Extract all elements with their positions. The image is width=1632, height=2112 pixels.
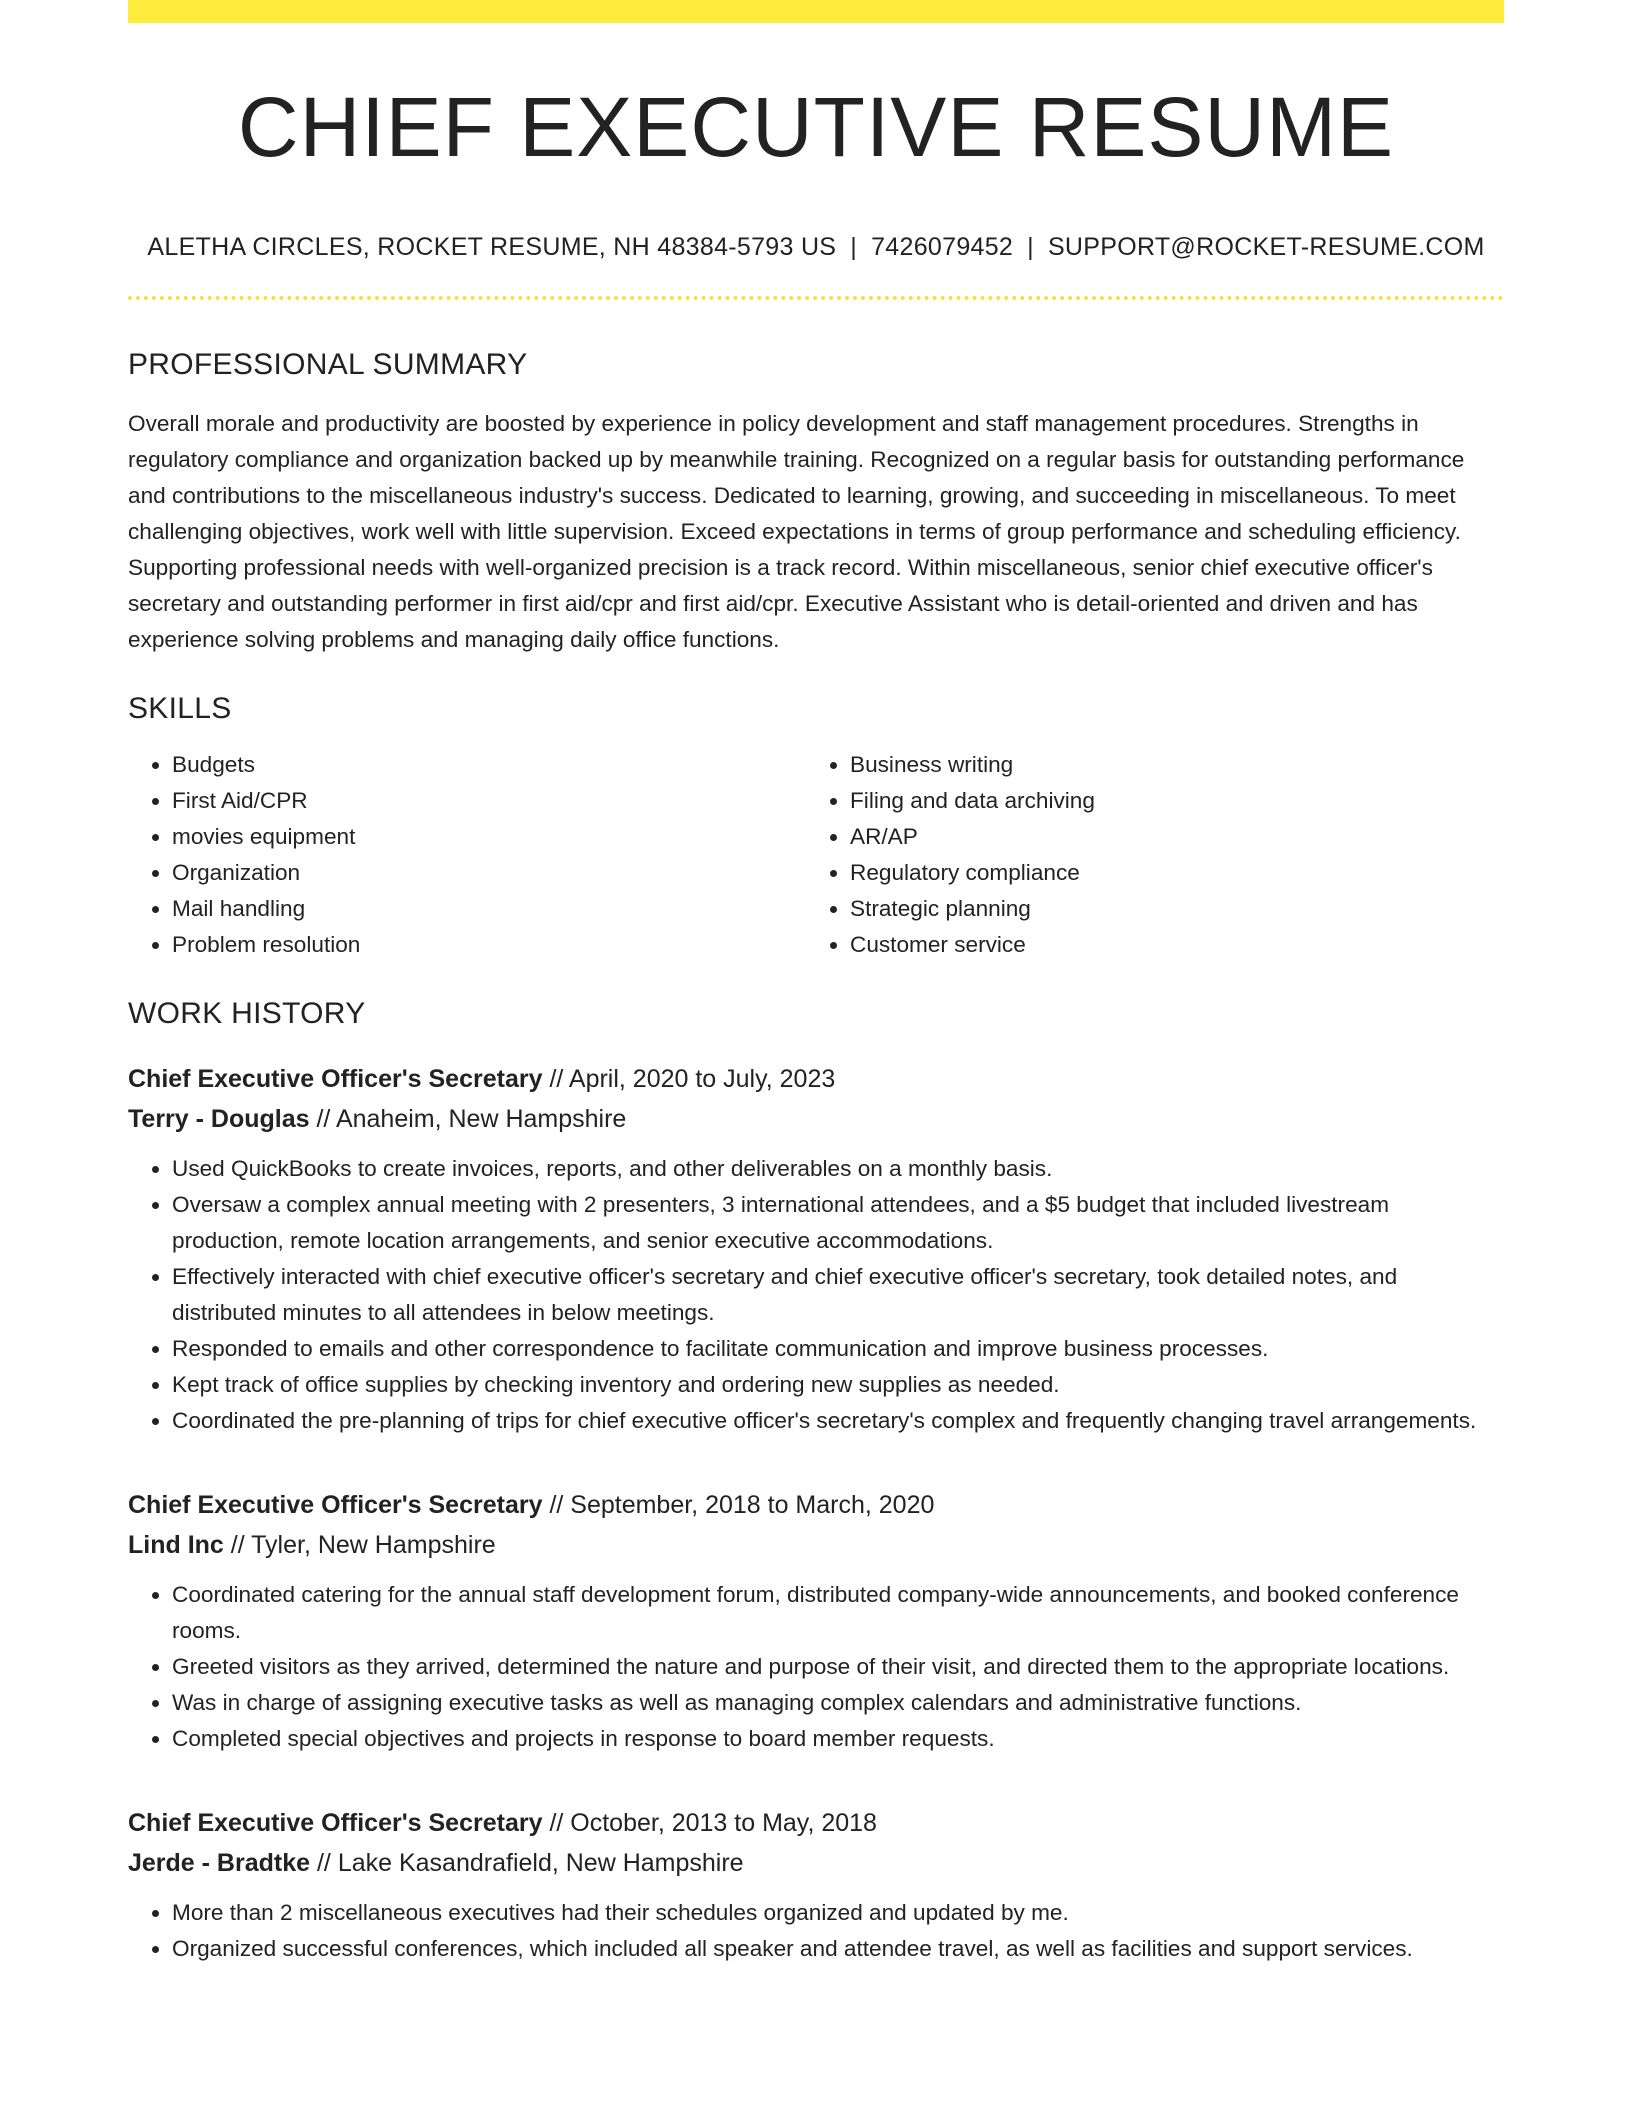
skills-list	[128, 747, 1504, 963]
skills-column-right	[806, 747, 1484, 963]
job-bullets	[128, 1577, 1504, 1757]
header-divider	[128, 296, 1504, 300]
job-location: // Anaheim, New Hampshire	[316, 1105, 627, 1133]
skill-item: • First Aid/CPR	[172, 783, 806, 819]
skill-item: • movies equipment	[172, 819, 806, 855]
resume-page	[128, 0, 1504, 1967]
job-bullet: • Effectively interacted with chief executive officer's secretary and chief executive officer's secretary, took detailed notes, and distributed minutes to all attendees in below meetings.	[172, 1259, 1504, 1331]
skill-item: • Organization	[172, 855, 806, 891]
job-title-line	[128, 1803, 1504, 1843]
skill-item: • Filing and data archiving	[850, 783, 1484, 819]
skill-item: • AR/AP	[850, 819, 1484, 855]
job-title-line	[128, 1059, 1504, 1099]
job-entry	[128, 1485, 1504, 1757]
job-title: Chief Executive Officer's Secretary	[128, 1809, 543, 1837]
job-dates: // October, 2013 to May, 2018	[549, 1809, 877, 1837]
job-title-line	[128, 1485, 1504, 1525]
job-location: // Lake Kasandrafield, New Hampshire	[316, 1849, 744, 1877]
skill-item: • Business writing	[850, 747, 1484, 783]
job-bullets	[128, 1151, 1504, 1439]
job-company: Lind Inc	[128, 1531, 224, 1559]
skill-item: • Mail handling	[172, 891, 806, 927]
resume-title: CHIEF EXECUTIVE RESUME	[237, 80, 1395, 174]
job-title: Chief Executive Officer's Secretary	[128, 1065, 543, 1093]
job-entry	[128, 1803, 1504, 1967]
job-bullet: • Oversaw a complex annual meeting with 2 presenters, 3 international attendees, and a $5 budget that included livestream production, remote location arrangements, and senior executive accommodations.	[172, 1187, 1504, 1259]
job-company: Jerde - Bradtke	[128, 1849, 311, 1877]
job-bullets	[128, 1895, 1504, 1967]
skill-item: • Budgets	[172, 747, 806, 783]
job-bullet: • Organized successful conferences, which included all speaker and attendee travel, as well as facilities and support services.	[172, 1931, 1504, 1967]
job-bullet: • Coordinated the pre-planning of trips for chief executive officer's secretary's complex and frequently changing travel arrangements.	[172, 1403, 1504, 1439]
job-dates: // April, 2020 to July, 2023	[549, 1065, 836, 1093]
summary-text: Overall morale and productivity are boosted by experience in policy development and staff management procedures. Strengths in regulatory compliance and organization backed up by meanwhile training. Recognized on a regular basis for outstanding performance and contributions to the miscellaneous industry's success. Dedicated to learning, growing, and succeeding in miscellaneous. To meet challenging objectives, work well with little supervision. Exceed expectations in terms of group performance and scheduling efficiency. Supporting professional needs with well-organized precision is a track record. Within miscellaneous, senior chief executive officer's secretary and outstanding performer in first aid/cpr and first aid/cpr. Executive Assistant who is detail-oriented and driven and has experience solving problems and managing daily office functions.	[128, 411, 1465, 652]
job-bullet: • More than 2 miscellaneous executives had their schedules organized and updated by me.	[172, 1895, 1504, 1931]
contact-address: ALETHA CIRCLES, ROCKET RESUME, NH 48384-5793 US	[147, 233, 837, 261]
job-company: Terry - Douglas	[128, 1105, 310, 1133]
skill-item: • Problem resolution	[172, 927, 806, 963]
skills-column-left	[128, 747, 806, 963]
job-company-line	[128, 1843, 1504, 1883]
job-location: // Tyler, New Hampshire	[230, 1531, 496, 1559]
job-bullet: • Responded to emails and other correspondence to facilitate communication and improve business processes.	[172, 1331, 1504, 1367]
summary-heading: PROFESSIONAL SUMMARY	[128, 348, 528, 381]
job-bullet: • Completed special objectives and projects in response to board member requests.	[172, 1721, 1504, 1757]
job-bullet: • Used QuickBooks to create invoices, reports, and other deliverables on a monthly basis.	[172, 1151, 1504, 1187]
skill-item: • Customer service	[850, 927, 1484, 963]
job-dates: // September, 2018 to March, 2020	[549, 1491, 935, 1519]
job-company-line	[128, 1525, 1504, 1565]
job-bullet: • Coordinated catering for the annual staff development forum, distributed company-wide announcements, and booked conference rooms.	[172, 1577, 1504, 1649]
skill-item: • Regulatory compliance	[850, 855, 1484, 891]
contact-email: SUPPORT@ROCKET-RESUME.COM	[1047, 233, 1485, 261]
contact-separator: |	[1027, 233, 1034, 261]
job-bullet: • Was in charge of assigning executive tasks as well as managing complex calendars and administrative functions.	[172, 1685, 1504, 1721]
top-accent-bar	[128, 0, 1504, 23]
contact-phone: 7426079452	[871, 233, 1014, 261]
work-history-heading: WORK HISTORY	[128, 997, 366, 1030]
job-company-line	[128, 1099, 1504, 1139]
contact-separator: |	[850, 233, 858, 261]
skills-heading: SKILLS	[128, 692, 232, 725]
job-bullet: • Kept track of office supplies by checking inventory and ordering new supplies as needed.	[172, 1367, 1504, 1403]
contact-line	[128, 235, 1504, 260]
skill-item: • Strategic planning	[850, 891, 1484, 927]
job-entry	[128, 1059, 1504, 1439]
job-bullet: • Greeted visitors as they arrived, determined the nature and purpose of their visit, and directed them to the appropriate locations.	[172, 1649, 1504, 1685]
job-title: Chief Executive Officer's Secretary	[128, 1491, 543, 1519]
